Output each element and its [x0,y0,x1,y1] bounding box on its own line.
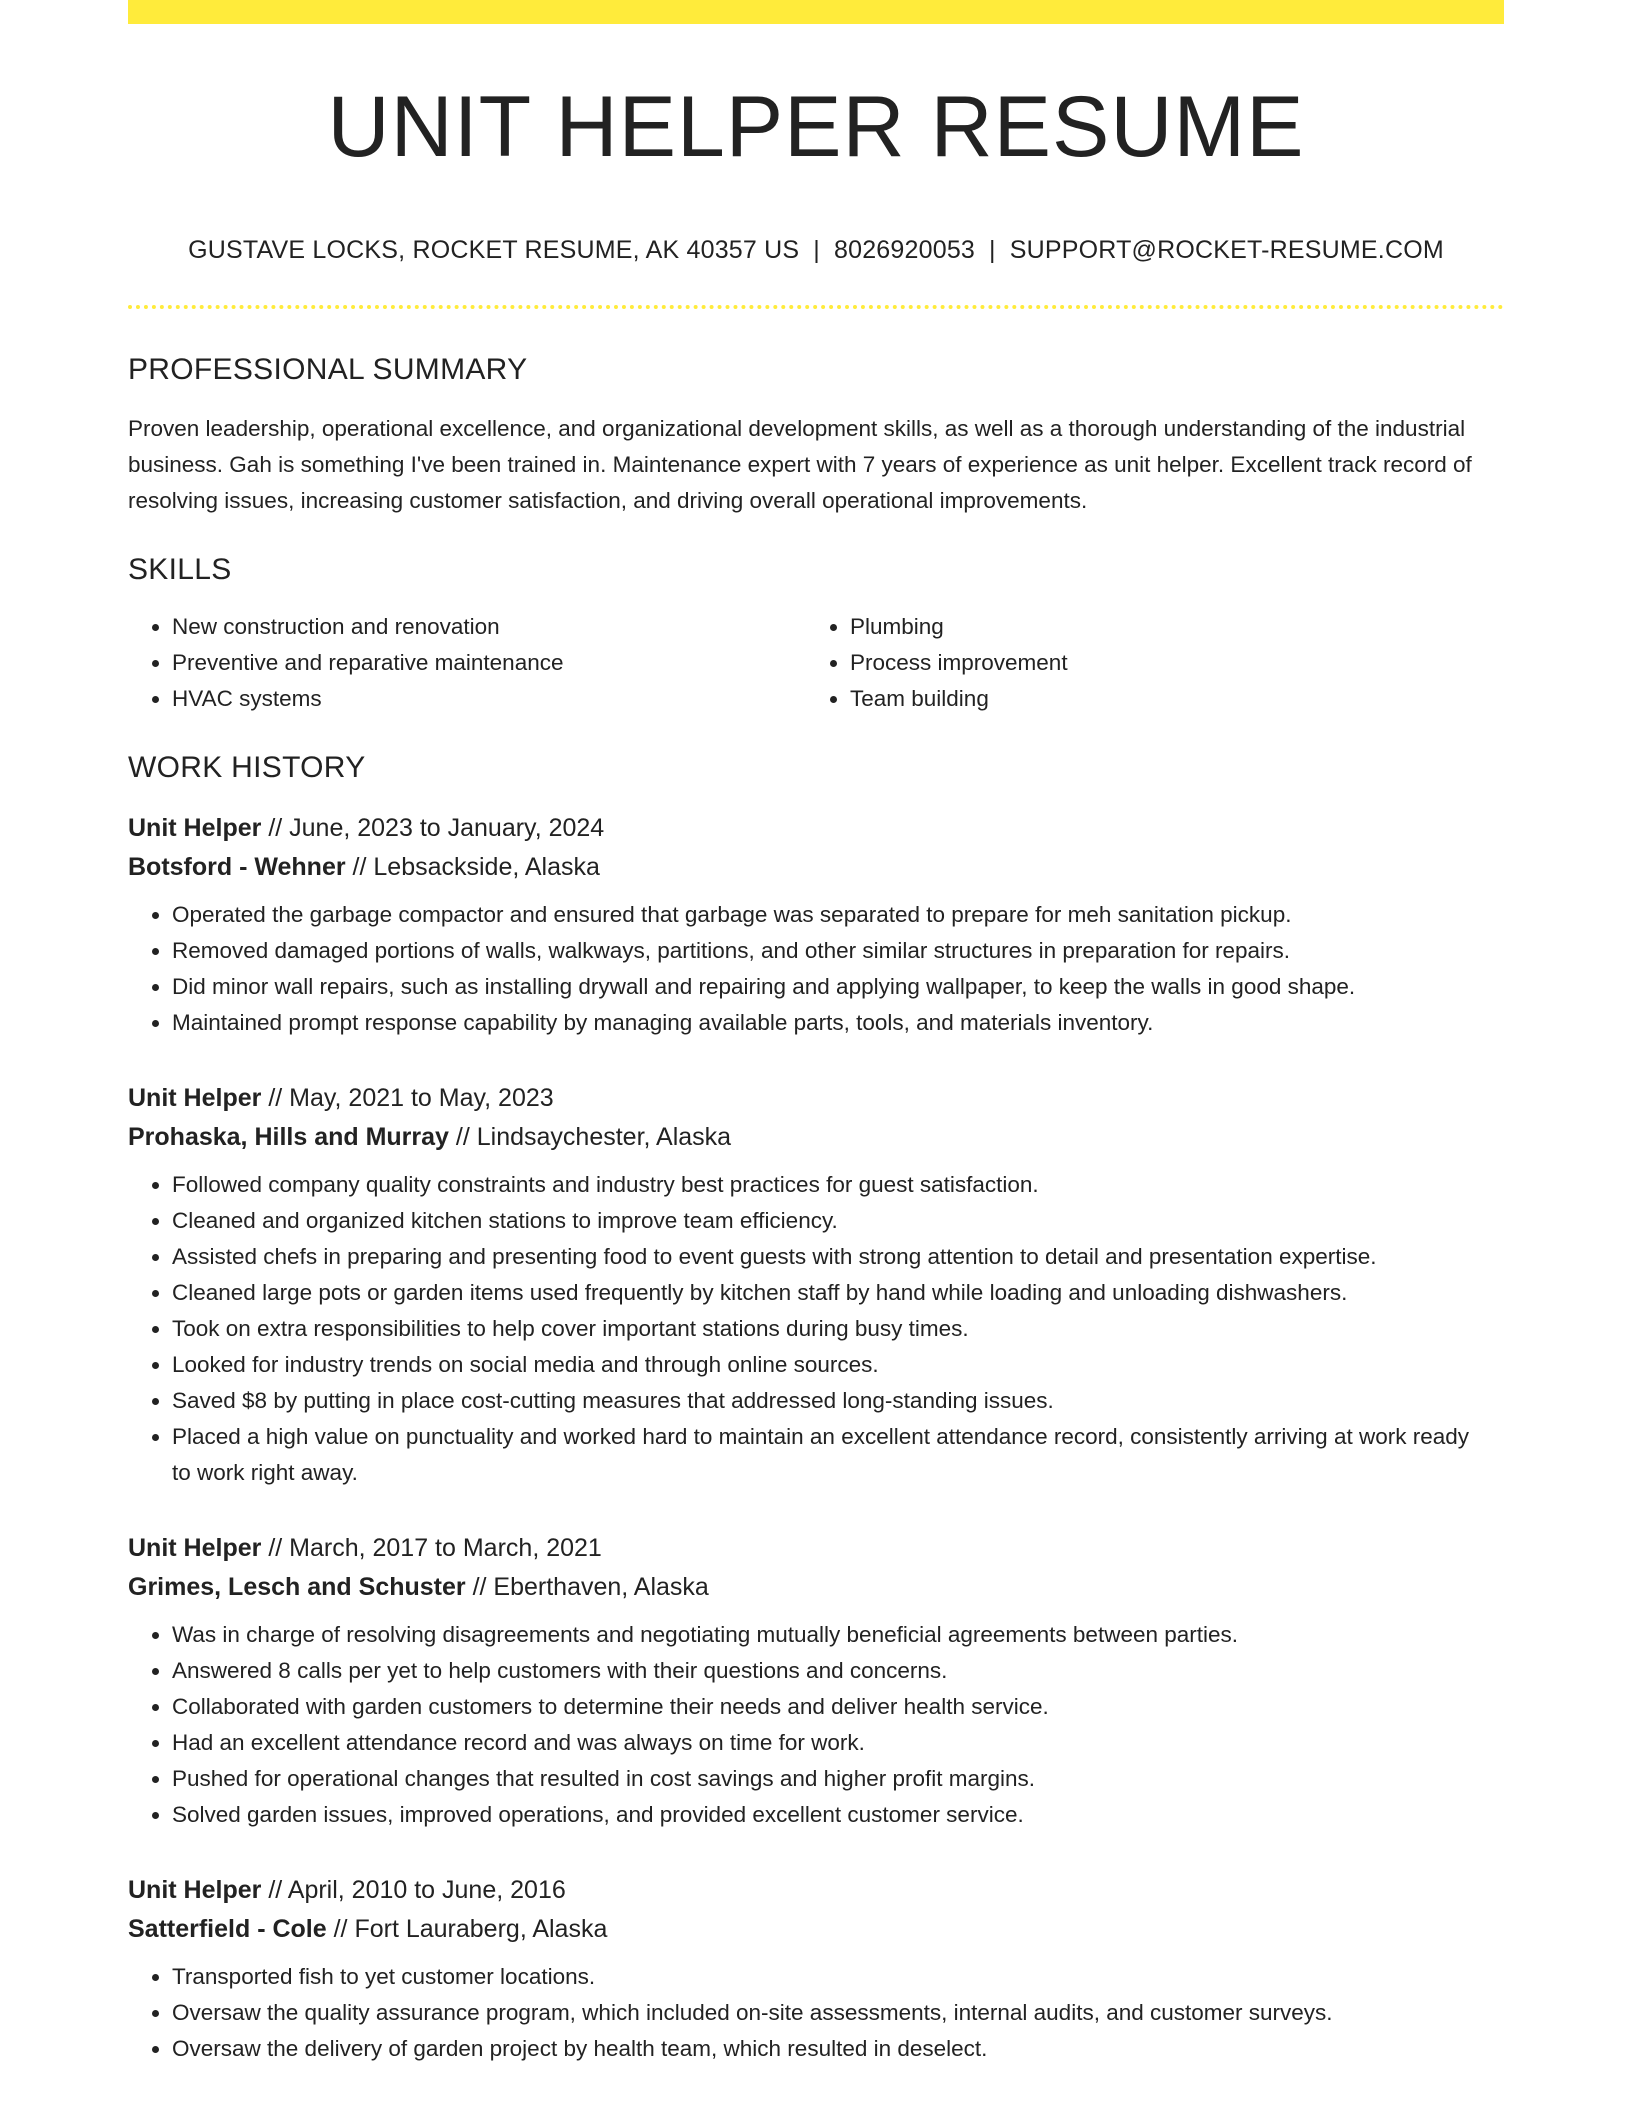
job-entry [128,1529,1504,1833]
contact-address: GUSTAVE LOCKS, ROCKET RESUME, AK 40357 US [188,236,800,264]
job-title-line [128,1529,1504,1568]
job-bullet: • Oversaw the quality assurance program, which included on-site assessments, internal audits, and customer surveys. [172,1995,1504,2031]
job-bullet: • Oversaw the delivery of garden project by health team, which resulted in deselect. [172,2031,1504,2067]
job-title: Unit Helper [128,1534,262,1562]
job-bullet: • Pushed for operational changes that resulted in cost savings and higher profit margins. [172,1761,1504,1797]
job-bullets [128,1167,1504,1491]
skills-heading: SKILLS [128,553,232,586]
contact-separator: | [989,236,996,264]
job-location: // Eberthaven, Alaska [472,1573,709,1601]
summary-text: Proven leadership, operational excellence, and organizational development skills, as well as a thorough understanding of the industrial business. Gah is something I've been trained in. Maintenance expert with 7 years of experience as unit helper. Excellent track record of resolving issues, increasing customer satisfaction, and driving overall operational improvements. [128,416,1472,513]
resume-title: UNIT HELPER RESUME [327,79,1305,175]
job-bullet: • Maintained prompt response capability by managing available parts, tools, and materials inventory. [172,1005,1504,1041]
job-bullet: • Removed damaged portions of walls, walkways, partitions, and other similar structures in preparation for repairs. [172,933,1504,969]
job-company: Prohaska, Hills and Murray [128,1123,449,1151]
job-company-line [128,1118,1504,1157]
job-bullet: • Took on extra responsibilities to help cover important stations during busy times. [172,1311,1504,1347]
job-location: // Fort Lauraberg, Alaska [333,1915,608,1943]
job-bullet: • Collaborated with garden customers to determine their needs and deliver health service. [172,1689,1504,1725]
job-entry [128,1871,1504,2067]
skill-item: • Team building [850,681,1484,717]
job-bullet: • Was in charge of resolving disagreements and negotiating mutually beneficial agreements between parties. [172,1617,1504,1653]
job-title: Unit Helper [128,814,262,842]
job-title: Unit Helper [128,1084,262,1112]
contact-line [128,236,1504,265]
job-bullet: • Followed company quality constraints and industry best practices for guest satisfaction. [172,1167,1504,1203]
contact-phone: 8026920053 [834,236,976,264]
dotted-divider [128,305,1504,309]
job-bullet: • Cleaned large pots or garden items used frequently by kitchen staff by hand while loading and unloading dishwashers. [172,1275,1504,1311]
skill-item: • Preventive and reparative maintenance [172,645,806,681]
contact-separator: | [813,236,820,264]
job-bullet: • Assisted chefs in preparing and presenting food to event guests with strong attention to detail and presentation expertise. [172,1239,1504,1275]
job-dates: // June, 2023 to January, 2024 [268,814,605,842]
job-bullet: • Solved garden issues, improved operations, and provided excellent customer service. [172,1797,1504,1833]
job-dates: // April, 2010 to June, 2016 [268,1876,566,1904]
contact-email: SUPPORT@ROCKET-RESUME.COM [1009,236,1444,264]
job-dates: // May, 2021 to May, 2023 [268,1084,554,1112]
job-company-line [128,848,1504,887]
job-bullet: • Transported fish to yet customer locations. [172,1959,1504,1995]
job-dates: // March, 2017 to March, 2021 [268,1534,602,1562]
skill-item: • Plumbing [850,609,1484,645]
job-title-line [128,1871,1504,1910]
skill-item: • Process improvement [850,645,1484,681]
job-entry [128,1079,1504,1491]
job-bullets [128,1959,1504,2067]
job-company: Botsford - Wehner [128,853,346,881]
resume-page [128,0,1504,2067]
job-location: // Lindsaychester, Alaska [455,1123,732,1151]
skills-column-right [806,609,1484,717]
skills-column-left [128,609,806,717]
job-bullet: • Operated the garbage compactor and ensured that garbage was separated to prepare for meh sanitation pickup. [172,897,1504,933]
job-company-line [128,1910,1504,1949]
job-bullet: • Looked for industry trends on social media and through online sources. [172,1347,1504,1383]
job-bullet: • Answered 8 calls per yet to help customers with their questions and concerns. [172,1653,1504,1689]
accent-top-bar [128,0,1504,24]
job-bullet: • Had an excellent attendance record and was always on time for work. [172,1725,1504,1761]
skills-list [128,609,1504,717]
job-title-line [128,809,1504,848]
job-bullet: • Placed a high value on punctuality and worked hard to maintain an excellent attendance record, consistently arriving at work ready to work right away. [172,1419,1504,1491]
job-entry [128,809,1504,1041]
job-bullets [128,897,1504,1041]
work-history-heading: WORK HISTORY [128,751,366,784]
skill-item: • New construction and renovation [172,609,806,645]
job-company: Satterfield - Cole [128,1915,327,1943]
job-location: // Lebsackside, Alaska [352,853,600,881]
skill-item: • HVAC systems [172,681,806,717]
job-company-line [128,1568,1504,1607]
job-bullets [128,1617,1504,1833]
summary-heading: PROFESSIONAL SUMMARY [128,353,528,386]
job-bullet: • Cleaned and organized kitchen stations to improve team efficiency. [172,1203,1504,1239]
job-title: Unit Helper [128,1876,262,1904]
job-company: Grimes, Lesch and Schuster [128,1573,466,1601]
job-bullet: • Saved $8 by putting in place cost-cutting measures that addressed long-standing issues. [172,1383,1504,1419]
job-bullet: • Did minor wall repairs, such as installing drywall and repairing and applying wallpaper, to keep the walls in good shape. [172,969,1504,1005]
job-title-line [128,1079,1504,1118]
